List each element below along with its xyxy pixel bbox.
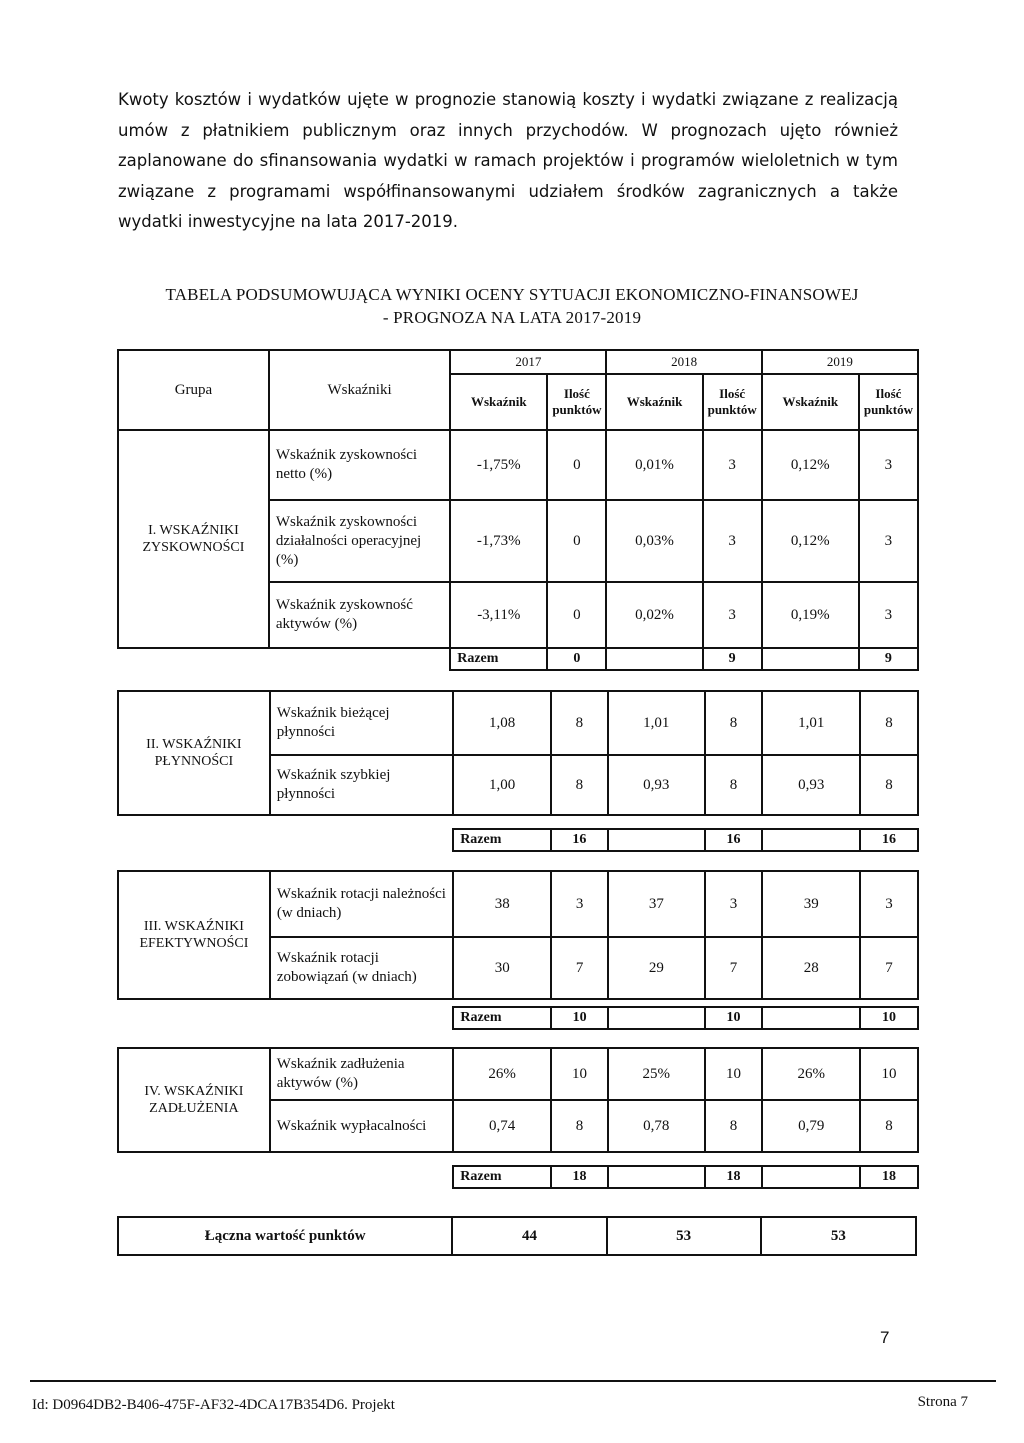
intro-paragraph: Kwoty kosztów i wydatków ujęte w prognozie stanowią koszty i wydatki związane z realizacją umów z płatnikiem publicznym oraz innych przychodów. W prognozach ujęto również zaplanowane do sfinansowania wydatki w ramach projektów i programów wieloletnich w tym związane z programami współfinansowanymi udziałem środków zagranicznych a także wydatki inwestycyjne na lata 2017-2019. — [118, 90, 898, 231]
razem-2019: 10 — [860, 1007, 918, 1029]
razem-2018: 10 — [705, 1007, 763, 1029]
points-2018: 3 — [703, 582, 762, 648]
indicator-label: Wskaźnik rotacji należności (w dniach) — [270, 871, 454, 937]
group-name: II. WSKAŹNIKI PŁYNNOŚCI — [118, 691, 270, 815]
value-2019: 0,93 — [762, 755, 860, 815]
points-2017: 10 — [551, 1048, 608, 1100]
indicator-label: Wskaźnik rotacji zobowiązań (w dniach) — [270, 937, 454, 999]
header-year-2017: 2017 — [450, 350, 606, 374]
points-2017: 0 — [547, 430, 606, 500]
value-2019: 1,01 — [762, 691, 860, 755]
indicator-label: Wskaźnik zyskowności działalności operacyjnej (%) — [269, 500, 450, 582]
value-2019: 28 — [762, 937, 860, 999]
value-2017: -3,11% — [450, 582, 547, 648]
header-grupa: Grupa — [118, 350, 269, 430]
total-2017: 44 — [452, 1217, 606, 1255]
indicator-label: Wskaźnik bieżącej płynności — [270, 691, 453, 755]
razem-2017: 18 — [551, 1166, 608, 1188]
total-points-table — [117, 1216, 917, 1256]
table-row — [118, 1048, 918, 1100]
total-2018: 53 — [607, 1217, 761, 1255]
value-2019: 0,12% — [762, 430, 859, 500]
group-name: I. WSKAŹNIKI ZYSKOWNOŚCI — [118, 430, 269, 648]
value-2018: 37 — [608, 871, 705, 937]
header-wskaznik-2018: Wskaźnik — [606, 374, 702, 430]
indicator-label: Wskaźnik zyskowności netto (%) — [269, 430, 450, 500]
footer-document-id: Id: D0964DB2-B406-475F-AF32-4DCA17B354D6. Projekt — [32, 1397, 395, 1413]
points-2018: 8 — [705, 755, 763, 815]
header-year-2019: 2019 — [762, 350, 918, 374]
razem-label: Razem — [453, 1166, 551, 1188]
header-ilosc-2019: Ilość punktów — [859, 374, 918, 430]
points-2018: 3 — [703, 430, 762, 500]
footer-divider — [30, 1380, 996, 1382]
summary-table-group-4 — [117, 1047, 919, 1189]
value-2017: 38 — [453, 871, 551, 937]
value-2018: 0,93 — [608, 755, 705, 815]
summary-table-group-2 — [117, 690, 919, 852]
value-2019: 0,12% — [762, 500, 859, 582]
header-ilosc-2017: Ilość punktów — [547, 374, 606, 430]
value-2018: 1,01 — [608, 691, 705, 755]
table-title-line-1: TABELA PODSUMOWUJĄCA WYNIKI OCENY SYTUACJI EKONOMICZNO-FINANSOWEJ — [165, 285, 859, 304]
points-2018: 3 — [705, 871, 763, 937]
value-2019: 0,19% — [762, 582, 859, 648]
points-2017: 0 — [547, 500, 606, 582]
value-2018: 25% — [608, 1048, 705, 1100]
indicator-label: Wskaźnik szybkiej płynności — [270, 755, 453, 815]
header-wskaznik-2019: Wskaźnik — [762, 374, 859, 430]
value-2017: 1,08 — [453, 691, 551, 755]
points-2019: 10 — [860, 1048, 918, 1100]
razem-2018: 16 — [705, 829, 763, 851]
group-name: IV. WSKAŹNIKI ZADŁUŻENIA — [118, 1048, 270, 1152]
indicator-label: Wskaźnik zyskowność aktywów (%) — [269, 582, 450, 648]
value-2018: 29 — [608, 937, 705, 999]
points-2018: 7 — [705, 937, 763, 999]
points-2017: 8 — [551, 755, 608, 815]
razem-2019: 16 — [860, 829, 918, 851]
header-wskazniki: Wskaźniki — [269, 350, 450, 430]
razem-2018: 18 — [705, 1166, 763, 1188]
razem-2017: 10 — [551, 1007, 608, 1029]
table-title-line-2: - PROGNOZA NA LATA 2017-2019 — [382, 308, 642, 327]
table-row — [118, 430, 918, 500]
points-2018: 3 — [703, 500, 762, 582]
points-2019: 8 — [860, 691, 918, 755]
value-2018: 0,01% — [606, 430, 702, 500]
value-2019: 26% — [762, 1048, 860, 1100]
razem-label: Razem — [453, 829, 551, 851]
points-2017: 0 — [547, 582, 606, 648]
indicator-label: Wskaźnik wypłacalności — [270, 1100, 454, 1152]
value-2017: 30 — [453, 937, 551, 999]
points-2017: 8 — [551, 1100, 608, 1152]
value-2018: 0,78 — [608, 1100, 705, 1152]
razem-2017: 16 — [551, 829, 608, 851]
header-year-2018: 2018 — [606, 350, 761, 374]
points-2019: 3 — [859, 430, 918, 500]
points-2017: 3 — [551, 871, 608, 937]
summary-table-group-3 — [117, 870, 919, 1030]
total-label: Łączna wartość punktów — [118, 1217, 452, 1255]
points-2017: 8 — [551, 691, 608, 755]
value-2018: 0,02% — [606, 582, 702, 648]
points-2019: 7 — [860, 937, 918, 999]
table-row — [118, 871, 918, 937]
value-2017: 1,00 — [453, 755, 551, 815]
indicator-label: Wskaźnik zadłużenia aktywów (%) — [270, 1048, 454, 1100]
points-2018: 8 — [705, 691, 763, 755]
header-wskaznik-2017: Wskaźnik — [450, 374, 547, 430]
points-2018: 8 — [705, 1100, 763, 1152]
points-2019: 8 — [860, 755, 918, 815]
value-2017: -1,75% — [450, 430, 547, 500]
razem-row — [118, 1166, 918, 1188]
header-ilosc-2018: Ilość punktów — [703, 374, 762, 430]
razem-2019: 9 — [859, 648, 918, 670]
razem-row — [118, 829, 918, 851]
points-2017: 7 — [551, 937, 608, 999]
group-name: III. WSKAŹNIKI EFEKTYWNOŚCI — [118, 871, 270, 999]
value-2019: 39 — [762, 871, 860, 937]
total-2019: 53 — [761, 1217, 916, 1255]
points-2018: 10 — [705, 1048, 763, 1100]
value-2018: 0,03% — [606, 500, 702, 582]
value-2017: 26% — [453, 1048, 551, 1100]
razem-2019: 18 — [860, 1166, 918, 1188]
value-2017: -1,73% — [450, 500, 547, 582]
razem-row — [118, 1007, 918, 1029]
razem-label: Razem — [450, 648, 547, 670]
razem-label: Razem — [453, 1007, 551, 1029]
table-row — [118, 691, 918, 755]
points-2019: 3 — [860, 871, 918, 937]
value-2017: 0,74 — [453, 1100, 551, 1152]
points-2019: 3 — [859, 500, 918, 582]
page-number: 7 — [880, 1328, 890, 1347]
points-2019: 8 — [860, 1100, 918, 1152]
razem-2018: 9 — [703, 648, 762, 670]
footer-page-label: Strona 7 — [917, 1394, 968, 1410]
razem-row — [118, 648, 918, 670]
razem-2017: 0 — [547, 648, 606, 670]
points-2019: 3 — [859, 582, 918, 648]
value-2019: 0,79 — [762, 1100, 860, 1152]
summary-table-group-1 — [117, 349, 919, 671]
